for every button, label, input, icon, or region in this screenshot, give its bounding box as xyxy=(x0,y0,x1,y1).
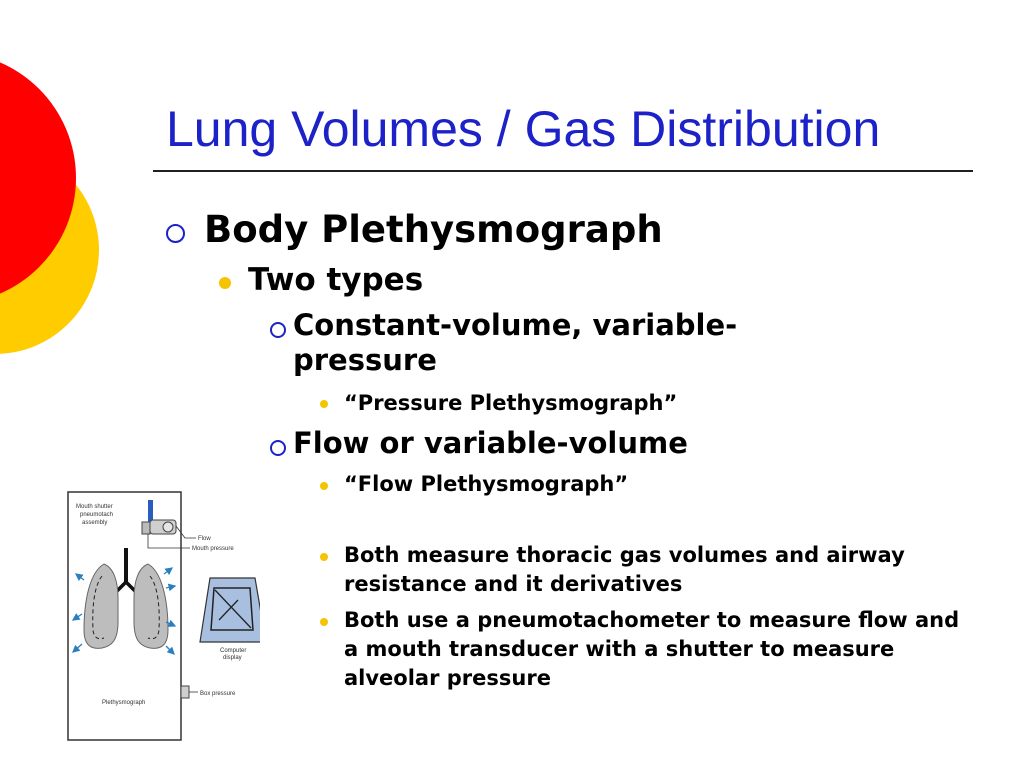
label-mouth-shutter-3: assembly xyxy=(82,520,108,526)
dot-bullet-icon xyxy=(320,482,328,490)
label-computer-display-1: Computer xyxy=(220,648,247,654)
ring-bullet-icon xyxy=(270,440,286,456)
bullet-two-types: Two types xyxy=(248,262,424,298)
shutter-valve xyxy=(163,522,173,532)
slide-title: Lung Volumes / Gas Distribution xyxy=(166,101,881,157)
label-mouth-shutter-1: Mouth shutter xyxy=(76,504,113,510)
label-plethysmograph: Plethysmograph xyxy=(102,700,146,706)
plethysmograph-diagram xyxy=(60,490,260,745)
bullet-flow-variable-volume: Flow or variable-volume xyxy=(293,426,688,460)
dot-bullet-icon xyxy=(320,553,328,561)
ring-bullet-icon xyxy=(270,322,286,338)
bullet-pressure-plethysmograph: “Pressure Plethysmograph” xyxy=(344,391,678,415)
label-flow: Flow xyxy=(198,536,211,542)
pneumotach-icon xyxy=(148,500,153,522)
dot-bullet-icon xyxy=(320,400,328,408)
bullet-body-plethysmograph: Body Plethysmograph xyxy=(204,208,663,251)
bullet-both-use: Both use a pneumotachometer to measure flow and a mouth transducer with a shutter to measure alveolar pressure xyxy=(344,608,960,690)
box-pressure-port xyxy=(181,686,189,698)
label-mouth-pressure: Mouth pressure xyxy=(192,546,234,552)
dot-bullet-icon xyxy=(219,277,231,289)
title-divider xyxy=(153,170,973,172)
bullet-constant-volume: Constant-volume, variable-pressure xyxy=(293,308,738,377)
dot-bullet-icon xyxy=(320,618,328,626)
decorative-circles xyxy=(0,0,120,420)
label-box-pressure: Box pressure xyxy=(200,691,236,697)
ring-bullet-icon xyxy=(166,224,185,243)
bullet-flow-plethysmograph: “Flow Plethysmograph” xyxy=(344,472,629,496)
label-computer-display-2: display xyxy=(223,655,242,661)
mouthpiece xyxy=(142,522,150,534)
bullet-both-measure: Both measure thoracic gas volumes and airway resistance and it derivatives xyxy=(344,543,905,596)
label-mouth-shutter-2: pneumotach xyxy=(80,512,114,518)
